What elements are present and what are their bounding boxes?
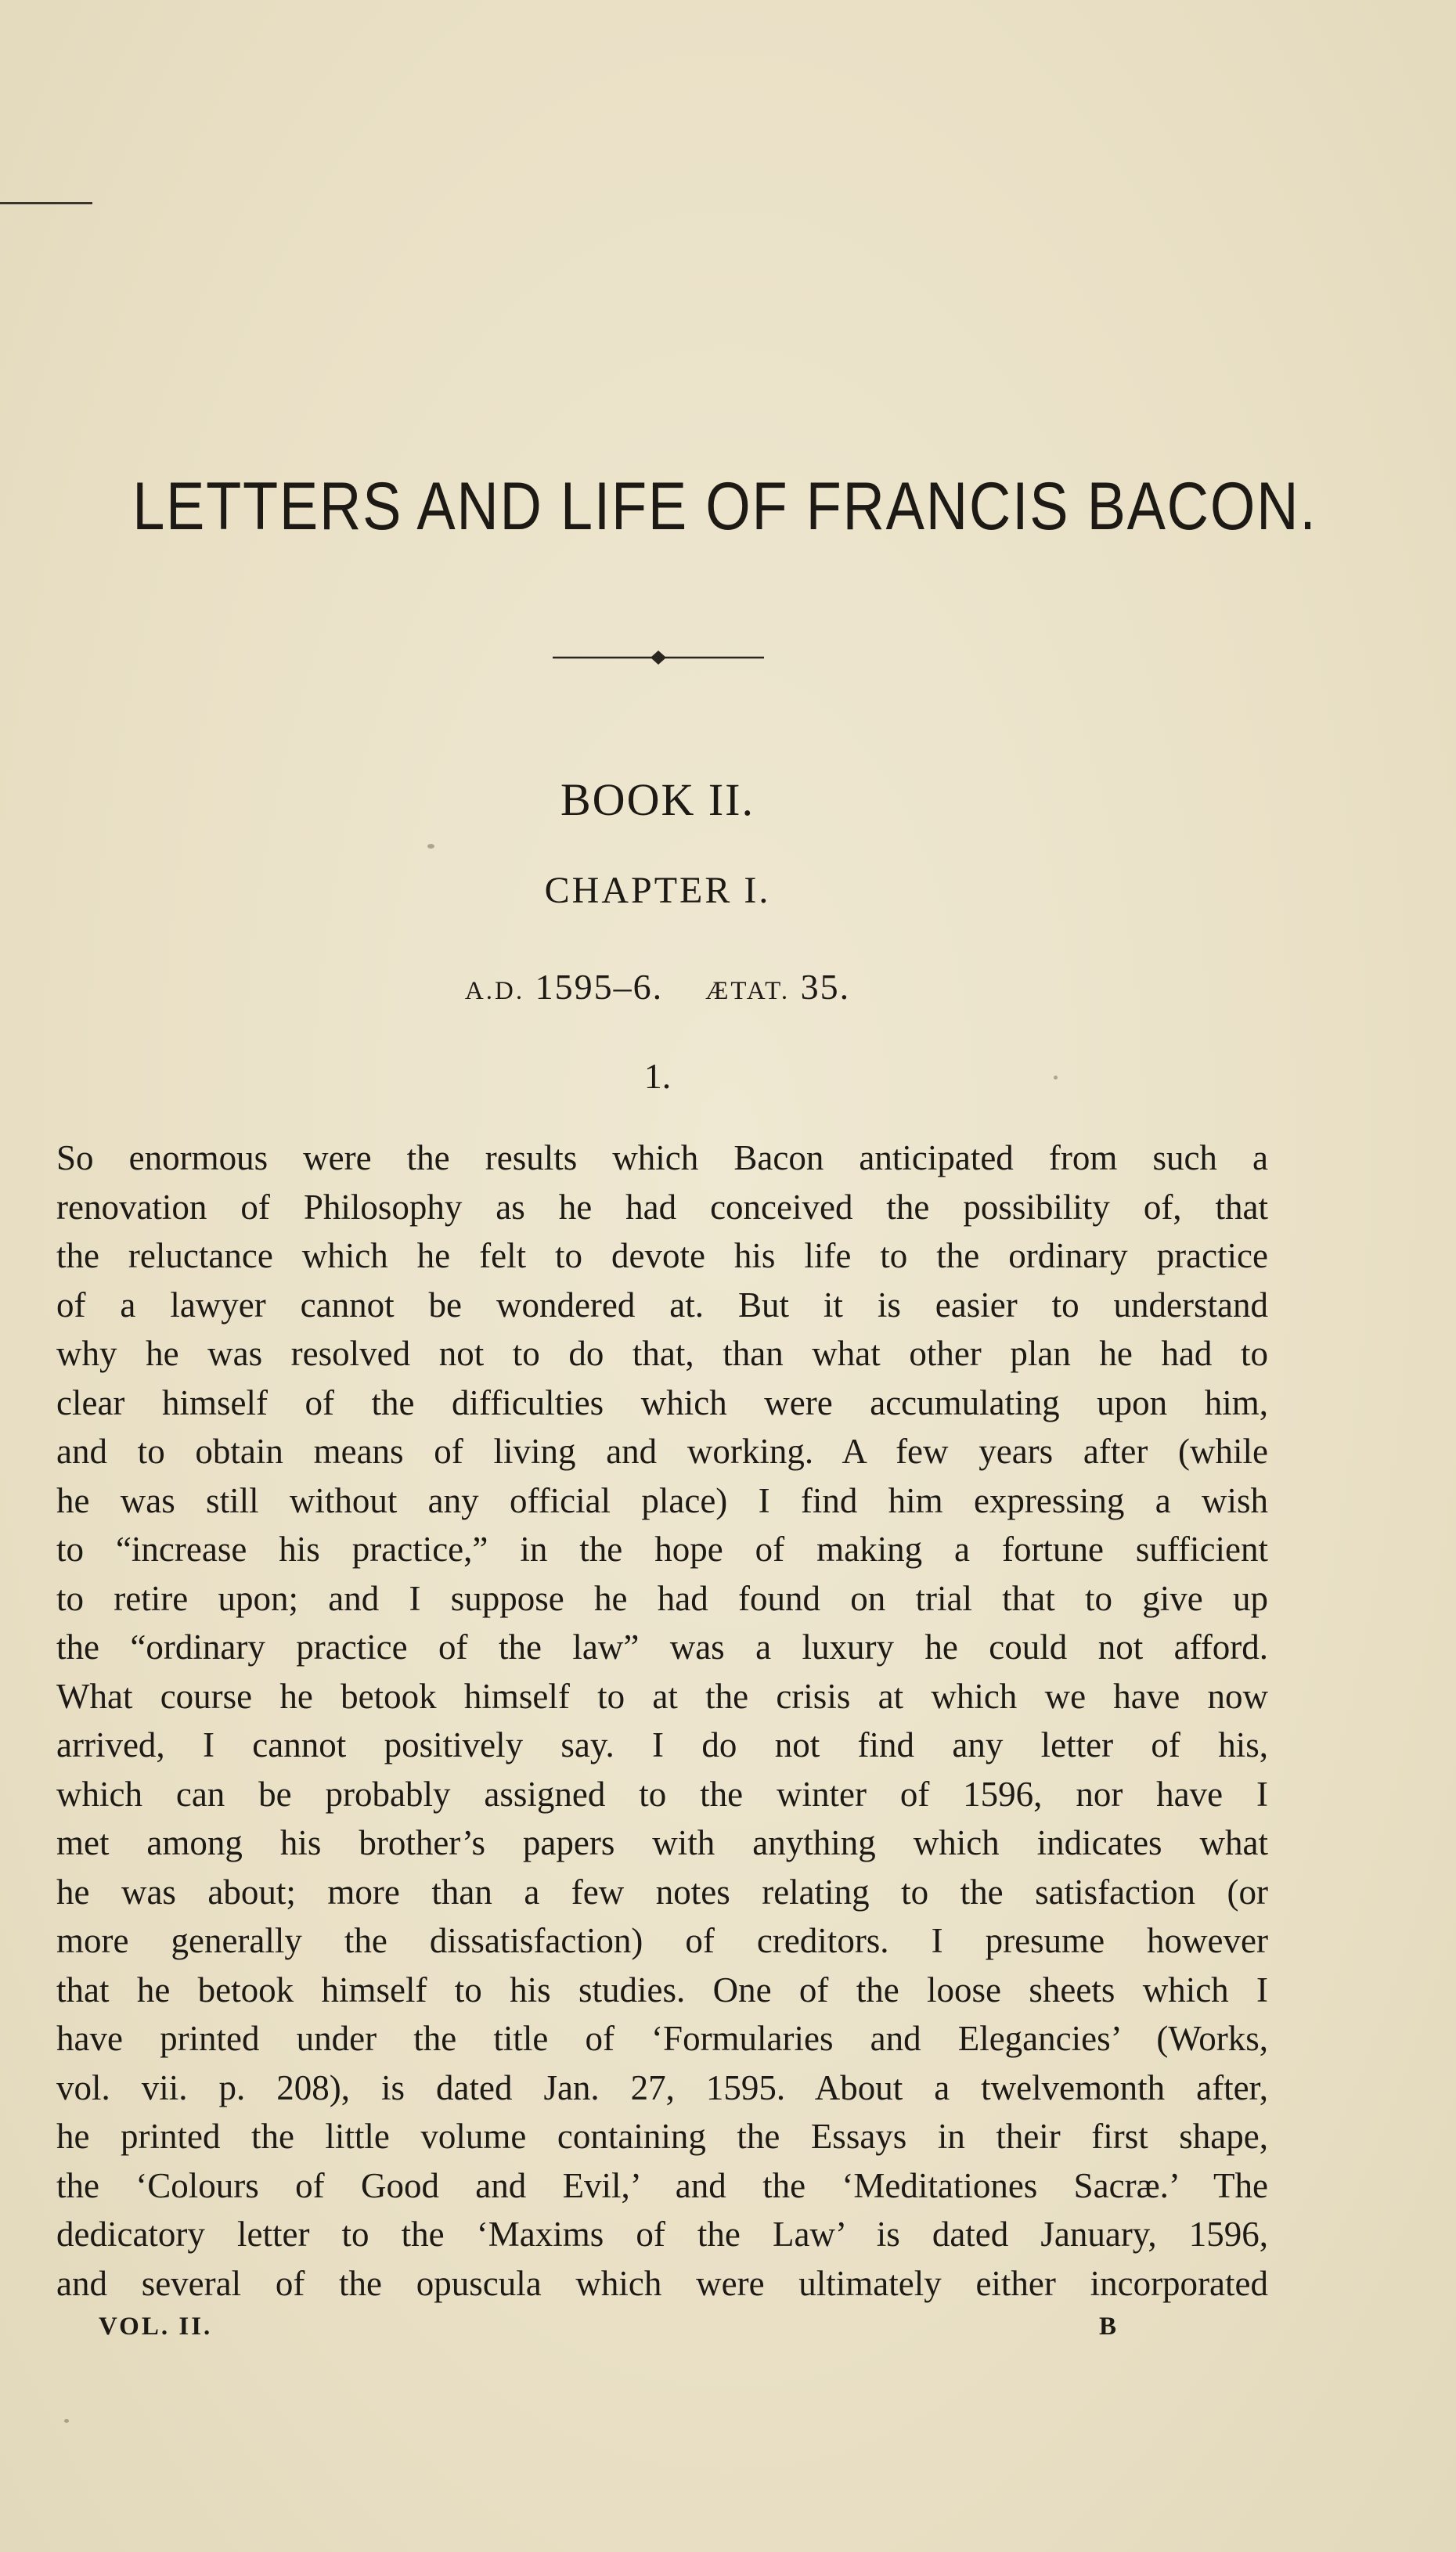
text-line: the “ordinary practice of the law” was a luxury he could not afford.	[56, 1627, 1268, 1667]
diamond-rule-ornament	[553, 642, 764, 673]
text-line: the reluctance which he felt to devote his life to the ordinary practice	[56, 1236, 1268, 1275]
text-line: the ‘Colours of Good and Evil,’ and the ‘Meditationes Sacræ.’ The	[56, 2165, 1268, 2205]
text-line: and several of the opuscula which were ultimately either incorporated	[56, 2263, 1268, 2303]
years: 1595–6.	[535, 967, 664, 1007]
paper-speck	[64, 2419, 69, 2423]
age: 35.	[800, 967, 851, 1007]
text-line: to “increase his practice,” in the hope of making a fortune sufficient	[56, 1530, 1268, 1569]
text-line: met among his brother’s papers with anything which indicates what	[56, 1823, 1268, 1862]
text-line: vol. vii. p. 208), is dated Jan. 27, 1595. About a twelvemonth after,	[56, 2067, 1268, 2107]
text-line: have printed under the title of ‘Formularies and Elegancies’ (Works,	[56, 2019, 1268, 2058]
chapter-heading: CHAPTER I.	[544, 870, 771, 911]
text-line: he was about; more than a few notes relating to the satisfaction (or	[56, 1872, 1268, 1912]
text-line: renovation of Philosophy as he had conceived the possibility of, that	[56, 1187, 1268, 1227]
signature-mark: B	[1099, 2312, 1117, 2341]
body-paragraph	[56, 1134, 1268, 2308]
section-number: 1.	[643, 1056, 672, 1096]
text-line: he printed the little volume containing the Essays in their first shape,	[56, 2117, 1268, 2156]
volume-footer: VOL. II.	[99, 2312, 213, 2341]
text-line: to retire upon; and I suppose he had found on trial that to give up	[56, 1578, 1268, 1618]
text-line: that he betook himself to his studies. One of the loose sheets which I	[56, 1970, 1268, 2010]
page-title: LETTERS AND LIFE OF FRANCIS BACON.	[132, 469, 1317, 544]
paper-speck	[427, 844, 434, 849]
text-line: dedicatory letter to the ‘Maxims of the Law’ is dated January, 1596,	[56, 2215, 1268, 2254]
text-line: which can be probably assigned to the winter of 1596, nor have I	[56, 1774, 1268, 1814]
text-line: of a lawyer cannot be wondered at. But it is easier to understand	[56, 1285, 1268, 1325]
paper-speck	[1054, 1076, 1058, 1080]
text-line: and to obtain means of living and working. A few years after (while	[56, 1432, 1268, 1471]
margin-rule	[0, 202, 92, 204]
text-line: What course he betook himself to at the crisis at which we have now	[56, 1676, 1268, 1716]
text-line: more generally the dissatisfaction) of creditors. I presume however	[56, 1921, 1268, 1960]
aetat-label: ÆTAT.	[705, 977, 791, 1005]
text-line: So enormous were the results which Bacon anticipated from such a	[56, 1138, 1268, 1177]
date-line	[0, 966, 1315, 1007]
ad-label: A.D.	[464, 977, 525, 1005]
text-line: he was still without any official place) I find him expressing a wish	[56, 1480, 1268, 1520]
text-line: clear himself of the difficulties which were accumulating upon him,	[56, 1382, 1268, 1422]
text-line: arrived, I cannot positively say. I do not find any letter of his,	[56, 1725, 1268, 1764]
book-heading: BOOK II.	[560, 774, 755, 825]
text-line: why he was resolved not to do that, than what other plan he had to	[56, 1334, 1268, 1373]
